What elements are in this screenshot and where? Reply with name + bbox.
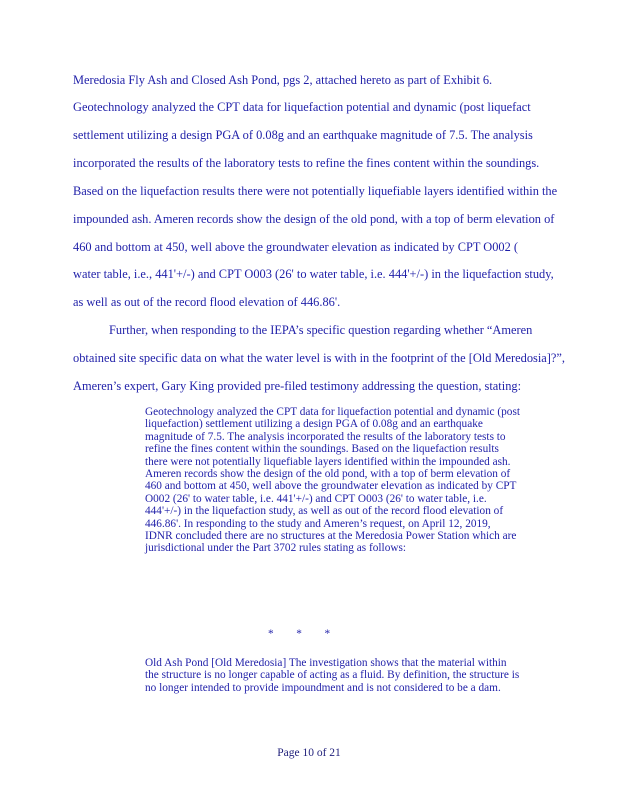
section-break-asterisks: * * * — [268, 628, 331, 640]
body-line: as well as out of the record flood elevation of 446.86'. — [73, 295, 341, 309]
body-line: settlement utilizing a design PGA of 0.08g and an earthquake magnitude of 7.5. The analysis — [73, 128, 533, 142]
body-line: incorporated the results of the laboratory tests to refine the fines content within the soundings. — [73, 156, 540, 170]
body-line: Further, when responding to the IEPA’s specific question regarding whether “Ameren — [109, 323, 533, 337]
body-line: Ameren’s expert, Gary King provided pre-filed testimony addressing the question, stating: — [73, 379, 522, 393]
body-line: obtained site specific data on what the water level is with in the footprint of the [Old Meredosia]?”, — [73, 351, 566, 365]
block-quote — [145, 406, 520, 555]
body-line: water table, i.e., 441'+/-) and CPT O003 (26' to water table, i.e. 444'+/-) in the liquefaction study, — [73, 267, 554, 281]
block-quote-2-text: Old Ash Pond [Old Meredosia] The investigation shows that the material within the structure is no longer capable of acting as a fluid. By definition, the structure is no longer intended to provide impoundment and is not considered to be a dam. — [145, 657, 520, 694]
body-line: Geotechnology analyzed the CPT data for liquefaction potential and dynamic (post liquefact — [73, 100, 531, 114]
block-quote-text: Geotechnology analyzed the CPT data for liquefaction potential and dynamic (post liquefaction) settlement utilizing a design PGA of 0.08g and an earthquake magnitude of 7.5. The analysis incorporated the results of the laboratory tests to refine the fines content within the soundings. Based on the liquefaction results there were not potentially liquefiable layers identified within the impounded ash. Ameren records show the design of the old pond, with a top of berm elevation of 460 and bottom at 450, well above the groundwater elevation as indicated by CPT O002 (26' to water table, i.e. 441'+/-) and CPT O003 (26' to water table, i.e. 444'+/-) in the liquefaction study, as well as out of the record flood elevation of 446.86'. In responding to the study and Ameren’s request, on April 12, 2019, IDNR concluded there are no structures at the Meredosia Power Station which are jurisdictional under the Part 3702 rules stating as follows: — [145, 406, 520, 555]
page-number-footer: Page 10 of 21 — [277, 747, 341, 759]
body-line: impounded ash. Ameren records show the design of the old pond, with a top of berm elevation of — [73, 212, 555, 226]
body-line: Based on the liquefaction results there were not potentially liquefiable layers identified within the — [73, 184, 558, 198]
block-quote-2 — [145, 657, 520, 694]
body-line: 460 and bottom at 450, well above the groundwater elevation as indicated by CPT O002 ( — [73, 240, 519, 254]
body-line: Meredosia Fly Ash and Closed Ash Pond, pgs 2, attached hereto as part of Exhibit 6. — [73, 73, 493, 87]
